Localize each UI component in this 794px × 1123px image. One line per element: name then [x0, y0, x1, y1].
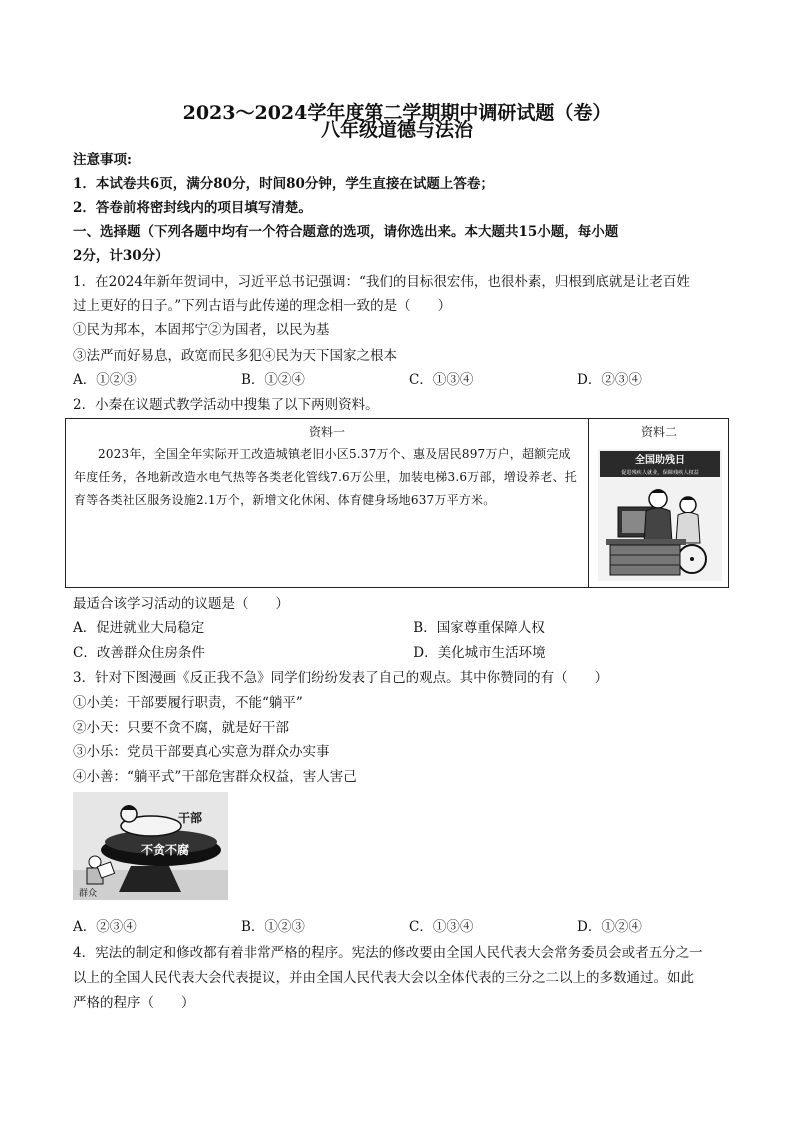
q3-view-3: ③小乐：党员干部要真心实意为群众办实事	[73, 744, 330, 760]
q1-stem-line2: 过上更好的日子。”下列古语与此传递的理念相一致的是（ ）	[73, 298, 452, 314]
q2-options-row2	[73, 643, 749, 663]
q1-stem-line1: 1．在2024年新年贺词中，习近平总书记强调：“我们的目标很宏伟，也很朴素，归根到底就是让老百姓	[73, 274, 690, 290]
poster-subtitle: 促进残疾人就业，保障残疾人权益	[621, 470, 699, 476]
q3-view-2: ②小天：只要不贪不腐，就是好干部	[73, 720, 289, 736]
section-heading-line2: 2分，计30分）	[73, 248, 169, 264]
q4-stem-line1: 4．宪法的制定和修改都有着非常严格的程序。宪法的修改要由全国人民代表大会常务委员会或者五分之一	[73, 945, 703, 961]
q3-view-1: ①小美：干部要履行职责，不能“躺平”	[73, 695, 303, 711]
q3-options	[73, 917, 745, 937]
q1-statement-1: ①民为邦本，本固邦宁②为国者，以民为基	[73, 322, 330, 338]
q3-option-b[interactable]: B．①②③	[241, 919, 305, 935]
exam-subtitle: 八年级道德与法治	[320, 119, 473, 141]
q2-option-b[interactable]: B．国家尊重保障人权	[413, 620, 545, 636]
q4-stem-line2: 以上的全国人民代表大会代表提议，并由全国人民代表大会以全体代表的三分之二以上的多数通过。如此	[73, 970, 694, 986]
q2-option-a[interactable]: A．促进就业大局稳定	[73, 620, 205, 636]
q3-option-c[interactable]: C．①③④	[409, 919, 474, 935]
q3-option-d[interactable]: D．①②④	[577, 919, 642, 935]
q2-question: 最适合该学习活动的议题是（ ）	[73, 596, 289, 612]
poster-title: 全国助残日	[635, 455, 685, 466]
note-item-1: 1．本试卷共6页，满分80分，时间80分钟，学生直接在试题上答卷；	[73, 176, 494, 192]
q2-option-c[interactable]: C．改善群众住房条件	[73, 645, 205, 661]
note-item-2: 2．答卷前将密封线内的项目填写清楚。	[73, 200, 312, 216]
cartoon-cadre-label: 干部	[178, 811, 203, 825]
exam-title: 2023～2024学年度第二学期期中调研试题（卷）	[182, 102, 612, 124]
material2-title: 资料二	[640, 425, 677, 439]
q2-materials-table	[65, 418, 729, 588]
q3-view-4: ④小善：“躺平式”干部危害群众权益，害人害己	[73, 769, 357, 785]
q1-options	[73, 370, 745, 390]
table-divider	[588, 419, 589, 587]
q2-stem: 2．小秦在议题式教学活动中搜集了以下两则资料。	[73, 397, 379, 413]
cartoon-illustration	[73, 792, 228, 900]
notes-heading: 注意事项:	[73, 152, 132, 168]
q1-option-b[interactable]: B．①②④	[241, 372, 305, 388]
q4-stem-line3: 严格的程序（ ）	[73, 995, 195, 1011]
q2-option-d[interactable]: D．美化城市生活环境	[413, 645, 546, 661]
cartoon-plate-label: 不贪不腐	[140, 843, 190, 857]
q1-statement-2: ③法严而好易息，政宽而民多犯④民为天下国家之根本	[73, 348, 397, 364]
q3-stem: 3．针对下图漫画《反正我不急》同学们纷纷发表了自己的观点。其中你赞同的有（ ）	[73, 670, 609, 686]
q1-option-c[interactable]: C．①③④	[409, 372, 474, 388]
material1-body: 2023年，全国全年实际开工改造城镇老旧小区5.37万个、惠及居民897万户，超额完成年度任务，各地新改造水电气热等各类老化管线7.6万公里，加装电梯3.6万部，增设养老、托育等各类社区服务设施2.1万个，新增文化休闲、体育健身场地637万平方米。	[74, 447, 577, 507]
q2-options-row1	[73, 618, 749, 638]
cartoon-masses-label: 群众	[79, 889, 98, 899]
material1-title: 资料一	[308, 425, 345, 439]
section-heading-line1: 一、选择题（下列各题中均有一个符合题意的选项，请你选出来。本大题共15小题，每小题	[73, 224, 619, 240]
q1-option-d[interactable]: D．②③④	[577, 372, 642, 388]
disability-day-illustration	[596, 447, 724, 583]
q1-option-a[interactable]: A．①②③	[73, 372, 137, 388]
q3-option-a[interactable]: A．②③④	[73, 919, 137, 935]
